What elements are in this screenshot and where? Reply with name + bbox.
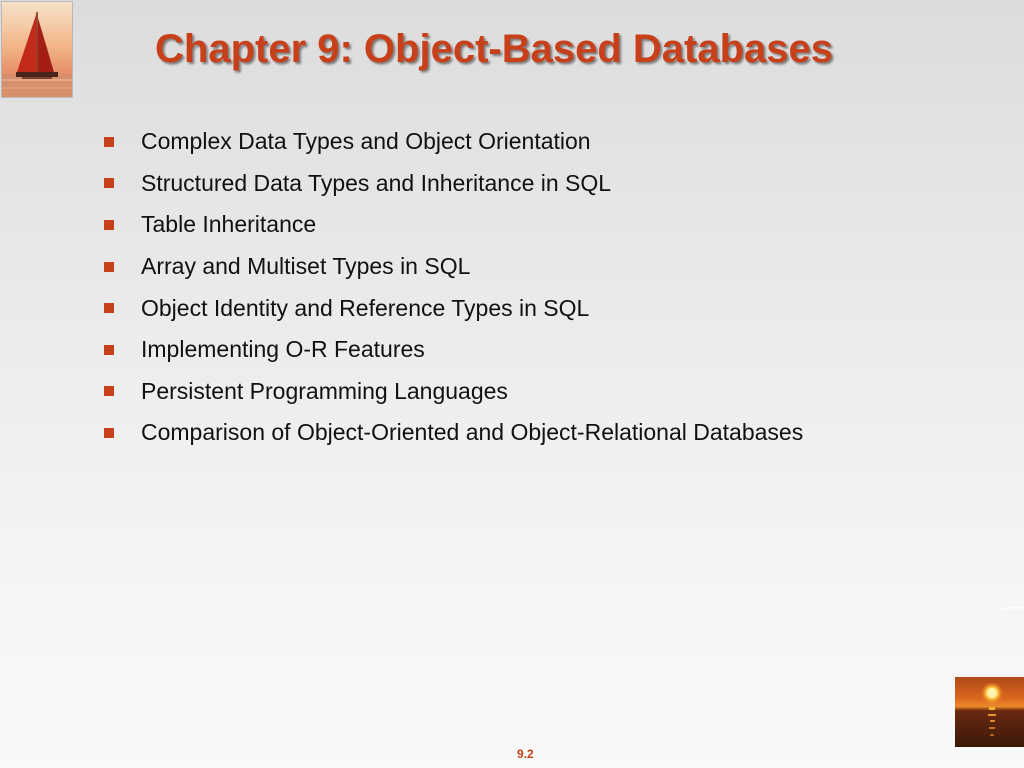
square-bullet-icon [104, 303, 114, 313]
list-item [104, 204, 803, 246]
list-item [104, 371, 803, 413]
square-bullet-icon [104, 137, 114, 147]
page-number: 9.2 [517, 747, 534, 761]
square-bullet-icon [104, 262, 114, 272]
bullet-text: Complex Data Types and Object Orientation [141, 128, 591, 155]
sunset-icon [955, 677, 1024, 747]
square-bullet-icon [104, 428, 114, 438]
sunset-logo-image [955, 677, 1024, 747]
bullet-text: Structured Data Types and Inheritance in SQL [141, 169, 612, 196]
bullet-text: Array and Multiset Types in SQL [141, 253, 471, 280]
sailboat-logo-image [1, 1, 73, 98]
list-item [104, 287, 803, 329]
list-item [104, 329, 803, 371]
list-item [104, 246, 803, 288]
bullet-text: Table Inheritance [141, 211, 317, 238]
square-bullet-icon [104, 178, 114, 188]
list-item [104, 121, 803, 163]
slide-title: Chapter 9: Object-Based Databases [155, 27, 834, 71]
square-bullet-icon [104, 345, 114, 355]
sailboat-icon [2, 2, 73, 98]
bullet-text: Object Identity and Reference Types in SQL [141, 294, 590, 321]
list-item [104, 412, 803, 454]
decorative-swoosh [994, 604, 1024, 614]
square-bullet-icon [104, 220, 114, 230]
bullet-text: Comparison of Object-Oriented and Object-Relational Databases [141, 419, 804, 446]
bullet-list [104, 121, 803, 454]
bullet-text: Persistent Programming Languages [141, 377, 508, 404]
list-item [104, 163, 803, 205]
bullet-text: Implementing O-R Features [141, 336, 425, 363]
square-bullet-icon [104, 386, 114, 396]
